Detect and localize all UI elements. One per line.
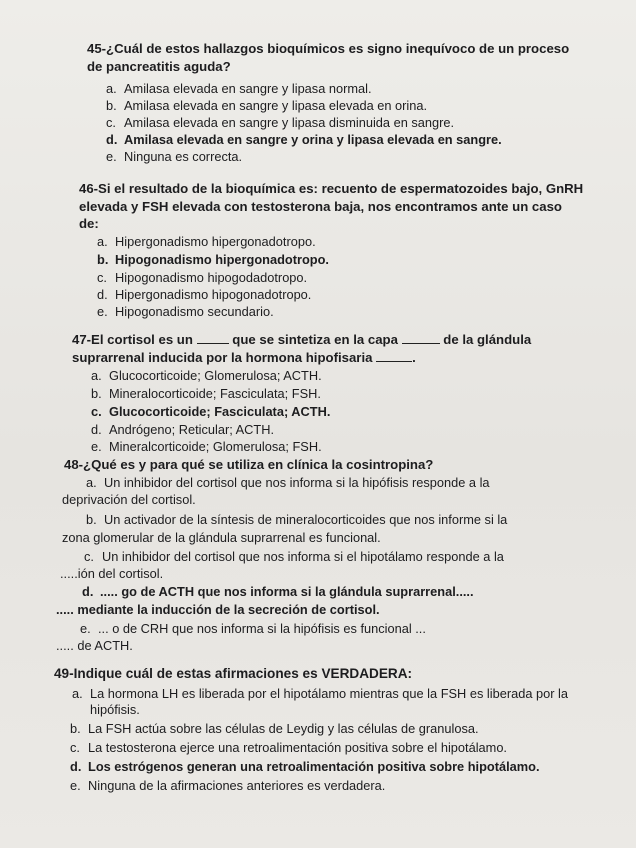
question-47-text-part5: . — [412, 350, 416, 365]
question-47-option-e — [91, 438, 322, 456]
option-text: ..... go de ACTH que nos informa si la glándula suprarrenal..... — [100, 584, 474, 599]
question-47-text-part3: de la glándula — [443, 332, 532, 347]
question-46-option-e — [97, 303, 274, 321]
question-46-title-line2: elevada y FSH elevada con testosterona baja, nos encontramos ante un caso — [79, 199, 562, 214]
question-48-option-d-line1 — [82, 583, 474, 601]
option-text: Hipergonadismo hipogonadotropo. — [115, 287, 312, 302]
question-48-option-c-line2: .....ión del cortisol. — [60, 566, 164, 581]
question-45-option-d — [106, 131, 502, 149]
option-letter: b. — [91, 386, 102, 401]
question-48-option-b-line1 — [86, 511, 507, 529]
blank-line — [376, 360, 412, 362]
question-48-option-a-line2: deprivación del cortisol. — [62, 492, 196, 507]
question-47-text-part4: suprarrenal inducida por la hormona hipofisaria — [72, 350, 373, 365]
question-46-option-c — [97, 269, 307, 287]
question-46-title-line3: de: — [79, 216, 99, 231]
option-text: Ninguna de la afirmaciones anteriores es verdadera. — [88, 778, 386, 793]
question-48-option-e-line2: ..... de ACTH. — [56, 638, 133, 653]
question-47-option-d — [91, 421, 274, 439]
option-letter: c. — [91, 404, 102, 419]
option-letter: c. — [106, 115, 116, 130]
question-48-option-d-line2: ..... mediante la inducción de la secreción de cortisol. — [56, 602, 380, 617]
question-48-option-c-line1 — [84, 548, 504, 566]
option-text: La hormona LH es liberada por el hipotálamo mientras que la FSH es liberada por la — [90, 686, 569, 701]
option-text: Amilasa elevada en sangre y orina y lipasa elevada en sangre. — [124, 132, 502, 147]
option-letter: a. — [72, 686, 83, 701]
question-46-title-line1: 46-Si el resultado de la bioquímica es: recuento de espermatozoides bajo, GnRH — [79, 181, 584, 196]
option-text: Hipogonadismo hipogodadotropo. — [115, 270, 308, 285]
option-text: Ninguna es correcta. — [124, 149, 243, 164]
option-text: La FSH actúa sobre las células de Leydig y las células de granulosa. — [88, 721, 479, 736]
blank-line — [402, 342, 440, 344]
option-text: Glucocorticoide; Fasciculata; ACTH. — [109, 404, 331, 419]
option-text: Mineralocorticoide; Fasciculata; FSH. — [109, 386, 321, 401]
question-45-option-b — [106, 97, 427, 115]
option-letter: a. — [97, 234, 108, 249]
option-letter: e. — [97, 304, 108, 319]
option-letter: d. — [70, 759, 82, 774]
option-letter: a. — [91, 368, 102, 383]
question-46-option-d — [97, 286, 311, 304]
question-47-option-c — [91, 403, 330, 421]
question-48-option-b-line2: zona glomerular de la glándula suprarrenal es funcional. — [62, 530, 381, 545]
question-47-option-b — [91, 385, 321, 403]
option-letter: c. — [70, 740, 80, 755]
option-text: Andrógeno; Reticular; ACTH. — [109, 422, 275, 437]
option-letter: b. — [70, 721, 81, 736]
question-47-option-a — [91, 367, 322, 385]
question-49-option-a-line2: hipófisis. — [90, 702, 140, 717]
question-46-option-a — [97, 233, 316, 251]
option-text: Glucocorticoide; Glomerulosa; ACTH. — [109, 368, 322, 383]
option-letter: b. — [97, 252, 109, 267]
question-49-option-b — [70, 720, 479, 738]
option-letter: d. — [106, 132, 118, 147]
option-letter: c. — [84, 549, 94, 564]
option-letter: a. — [106, 81, 117, 96]
option-letter: d. — [97, 287, 108, 302]
question-49-title: 49-Indique cuál de estas afirmaciones es VERDADERA: — [54, 666, 413, 681]
option-letter: e. — [106, 149, 117, 164]
question-45-title-line1: 45-¿Cuál de estos hallazgos bioquímicos es signo inequívoco de un proceso — [87, 41, 570, 56]
option-text: Mineralcorticoide; Glomerulosa; FSH. — [109, 439, 322, 454]
question-47-text-part1: 47-El cortisol es un — [72, 332, 193, 347]
option-text: Hipogonadismo secundario. — [115, 304, 274, 319]
question-46-option-b — [97, 251, 329, 269]
option-text: Hipergonadismo hipergonadotropo. — [115, 234, 316, 249]
question-48-option-e-line1 — [80, 620, 426, 638]
question-49-option-e — [70, 777, 385, 795]
question-47-title-line1 — [72, 331, 531, 348]
option-text: Un inhibidor del cortisol que nos informa si la hipófisis responde a la — [104, 475, 490, 490]
question-45-title-line2: de pancreatitis aguda? — [87, 59, 231, 74]
question-48-option-a-line1 — [86, 474, 490, 492]
question-49-option-a-line1 — [72, 685, 568, 703]
option-text: Un activador de la síntesis de mineralocorticoides que nos informe si la — [104, 512, 508, 527]
option-text: Un inhibidor del cortisol que nos informa si el hipotálamo responde a la — [102, 549, 504, 564]
option-text: Los estrógenos generan una retroalimentación positiva sobre hipotálamo. — [88, 759, 540, 774]
question-45-option-c — [106, 114, 454, 132]
question-49-option-c — [70, 739, 507, 757]
question-45-option-e — [106, 148, 242, 166]
question-47-text-part2: que se sintetiza en la capa — [232, 332, 398, 347]
blank-line — [197, 342, 229, 344]
option-letter: d. — [91, 422, 102, 437]
option-letter: e. — [80, 621, 91, 636]
option-letter: e. — [91, 439, 102, 454]
option-letter: e. — [70, 778, 81, 793]
option-letter: c. — [97, 270, 107, 285]
question-45-option-a — [106, 80, 372, 98]
question-49-option-d — [70, 758, 540, 776]
option-text: Amilasa elevada en sangre y lipasa normal. — [124, 81, 372, 96]
option-letter: b. — [106, 98, 117, 113]
option-text: La testosterona ejerce una retroalimentación positiva sobre el hipotálamo. — [88, 740, 507, 755]
option-text: Hipogonadismo hipergonadotropo. — [115, 252, 329, 267]
option-letter: a. — [86, 475, 97, 490]
option-letter: d. — [82, 584, 94, 599]
question-48-title: 48-¿Qué es y para qué se utiliza en clínica la cosintropina? — [64, 457, 434, 472]
option-text: ... o de CRH que nos informa si la hipófisis es funcional ... — [98, 621, 426, 636]
option-text: Amilasa elevada en sangre y lipasa elevada en orina. — [124, 98, 428, 113]
option-text: Amilasa elevada en sangre y lipasa disminuida en sangre. — [124, 115, 455, 130]
question-47-title-line2 — [72, 349, 416, 366]
option-letter: b. — [86, 512, 97, 527]
